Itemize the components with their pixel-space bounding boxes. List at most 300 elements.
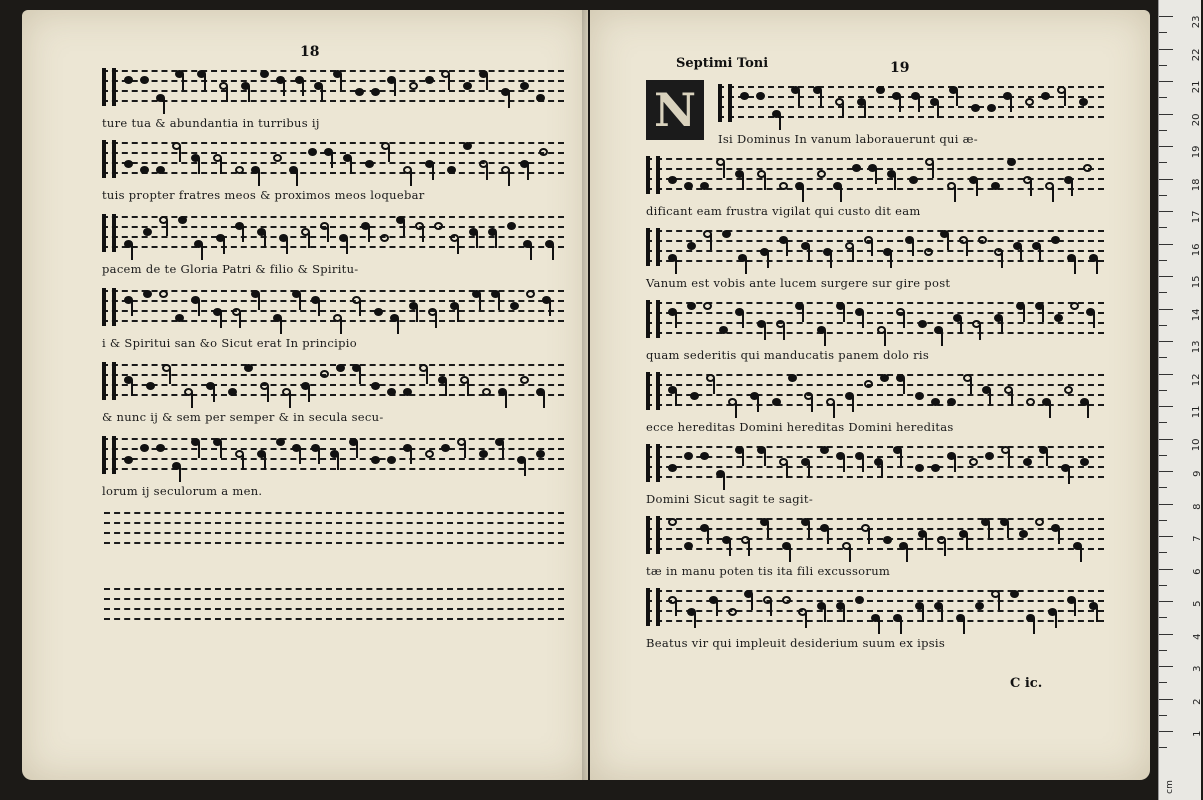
music-note: [969, 458, 978, 466]
note-stem: [989, 390, 991, 406]
ruler-tick: [1159, 16, 1173, 17]
note-stem: [464, 442, 466, 458]
note-stem: [947, 234, 949, 250]
music-note: [1035, 518, 1044, 526]
music-staff: [102, 288, 564, 328]
note-stem: [368, 226, 370, 242]
note-stem: [220, 312, 222, 328]
note-stem: [808, 246, 810, 262]
note-stem: [751, 594, 753, 610]
music-note: [883, 536, 892, 544]
note-stem: [264, 232, 266, 248]
note-stem: [843, 606, 845, 622]
note-stem: [713, 378, 715, 394]
note-stem: [767, 522, 769, 538]
music-note: [1051, 236, 1060, 244]
music-note: [447, 166, 456, 174]
note-stem: [903, 312, 905, 328]
clef-icon: [102, 140, 116, 178]
note-stem: [467, 380, 469, 396]
note-stem: [166, 220, 168, 236]
ruler-half-tick: [1159, 97, 1167, 98]
note-stem: [1080, 546, 1082, 562]
note-stem: [340, 74, 342, 90]
lyric-line: Vanum est vobis ante lucem surgere sur gire post: [646, 276, 951, 290]
music-note: [479, 450, 488, 458]
music-note: [1083, 164, 1092, 172]
note-stem: [1064, 90, 1066, 106]
music-note: [1064, 386, 1073, 394]
ruler-tick: [1159, 114, 1173, 115]
music-note: [918, 320, 927, 328]
ruler-number: 7: [1191, 535, 1203, 542]
clef-icon: [646, 300, 660, 338]
note-stem: [1033, 618, 1035, 634]
ruler-tick: [1159, 309, 1173, 310]
ruler-half-tick: [1159, 520, 1167, 521]
note-stem: [198, 300, 200, 316]
lyric-line: Beatus vir qui impleuit desiderium suum ex ipsis: [646, 636, 946, 650]
note-stem: [802, 306, 804, 322]
note-stem: [976, 180, 978, 196]
note-stem: [169, 368, 171, 384]
note-stem: [1007, 522, 1009, 538]
music-note: [520, 82, 529, 90]
note-stem: [808, 462, 810, 478]
note-stem: [944, 540, 946, 556]
note-stem: [824, 606, 826, 622]
music-note: [975, 602, 984, 610]
music-note: [668, 176, 677, 184]
music-staff: [102, 140, 564, 180]
music-note: [668, 518, 677, 526]
music-note: [1070, 302, 1079, 310]
note-stem: [748, 540, 750, 556]
music-note: [915, 464, 924, 472]
music-note: [365, 160, 374, 168]
ruler-half-tick: [1159, 585, 1167, 586]
ruler-tick: [1159, 276, 1173, 277]
note-stem: [331, 152, 333, 168]
note-stem: [340, 318, 342, 334]
music-note: [1054, 314, 1063, 322]
music-note: [876, 86, 885, 94]
page-header: Septimi Toni: [676, 56, 769, 71]
note-stem: [862, 456, 864, 472]
note-stem: [350, 158, 352, 174]
note-stem: [1046, 450, 1048, 466]
music-staff: [102, 436, 564, 476]
ruler-number: 2: [1191, 698, 1203, 705]
ruler-number: 20: [1191, 113, 1203, 126]
note-stem: [707, 528, 709, 544]
page-number-right: 19: [890, 60, 910, 76]
ruler-tick: [1159, 244, 1173, 245]
note-stem: [937, 102, 939, 118]
note-stem: [830, 252, 832, 268]
lyric-line: i & Spiritui san &o Sicut erat In principio: [102, 336, 357, 350]
note-stem: [675, 600, 677, 616]
music-note: [931, 464, 940, 472]
music-note: [260, 70, 269, 78]
note-stem: [729, 540, 731, 556]
music-note: [772, 398, 781, 406]
note-stem: [779, 114, 781, 130]
note-stem: [403, 220, 405, 236]
lyric-line: pacem de te Gloria Patri & filio & Spiritu-: [102, 262, 359, 276]
left-page: [22, 10, 588, 780]
music-note: [1007, 158, 1016, 166]
note-stem: [198, 158, 200, 174]
music-staff: [102, 214, 564, 254]
note-stem: [789, 546, 791, 562]
ruler-number: 23: [1191, 15, 1203, 29]
note-stem: [318, 448, 320, 464]
note-stem: [1001, 318, 1003, 334]
note-stem: [299, 294, 301, 310]
music-note: [273, 154, 282, 162]
music-note: [140, 444, 149, 452]
note-stem: [852, 396, 854, 412]
music-note: [143, 290, 152, 298]
note-stem: [416, 306, 418, 322]
note-stem: [998, 594, 1000, 610]
note-stem: [954, 456, 956, 472]
note-stem: [956, 90, 958, 106]
ruler-number: 21: [1191, 80, 1203, 94]
note-stem: [543, 392, 545, 408]
note-stem: [808, 522, 810, 538]
music-note: [817, 170, 826, 178]
music-note: [371, 88, 380, 96]
note-stem: [486, 164, 488, 180]
note-stem: [1096, 258, 1098, 274]
note-stem: [223, 238, 225, 254]
ruler-half-tick: [1159, 65, 1167, 66]
music-staff: [646, 516, 1104, 556]
note-stem: [932, 162, 934, 178]
ruler-tick: [1159, 179, 1173, 180]
note-stem: [498, 294, 500, 310]
left-system-5: [102, 362, 564, 432]
note-stem: [432, 164, 434, 180]
ruler-number: 10: [1191, 438, 1203, 451]
note-stem: [922, 606, 924, 622]
lyric-line: Isi Dominus In vanum laborauerunt qui æ-: [718, 132, 978, 146]
note-stem: [875, 168, 877, 184]
music-note: [1079, 98, 1088, 106]
music-note: [971, 104, 980, 112]
note-stem: [191, 392, 193, 408]
lyric-line: tuis propter fratres meos & proximos meos loquebar: [102, 188, 425, 202]
note-stem: [394, 80, 396, 96]
note-stem: [849, 546, 851, 562]
ruler-half-tick: [1159, 390, 1167, 391]
music-note: [124, 76, 133, 84]
music-note: [728, 608, 737, 616]
music-note: [441, 444, 450, 452]
note-stem: [502, 442, 504, 458]
note-stem: [397, 318, 399, 334]
note-stem: [308, 232, 310, 248]
note-stem: [179, 146, 181, 162]
clef-icon: [718, 84, 732, 122]
note-stem: [258, 294, 260, 310]
note-stem: [220, 442, 222, 458]
note-stem: [890, 252, 892, 268]
note-stem: [925, 534, 927, 550]
note-stem: [435, 312, 437, 328]
music-note: [355, 88, 364, 96]
ruler-tick: [1159, 146, 1173, 147]
music-note: [374, 308, 383, 316]
note-stem: [1071, 180, 1073, 196]
ruler-number: 3: [1191, 665, 1203, 672]
left-system-3: [102, 214, 564, 284]
ruler-half-tick: [1159, 357, 1167, 358]
note-stem: [505, 392, 507, 408]
lyric-line: lorum ij seculorum a men.: [102, 484, 263, 498]
note-stem: [878, 618, 880, 634]
right-system-6: [646, 444, 1104, 514]
ruler-tick: [1159, 406, 1173, 407]
note-stem: [527, 164, 529, 180]
ruler-number: 1: [1191, 730, 1203, 737]
lyric-line: ture tua & abundantia in turribus ij: [102, 116, 320, 130]
lyric-line: quam sederitis qui manducatis panem dolo ris: [646, 348, 930, 362]
clef-icon: [646, 228, 660, 266]
note-stem: [742, 174, 744, 190]
note-stem: [1011, 390, 1013, 406]
note-stem: [508, 170, 510, 186]
music-staff: [646, 372, 1104, 412]
note-stem: [723, 474, 725, 490]
note-stem: [900, 618, 902, 634]
music-note: [978, 236, 987, 244]
music-note: [371, 382, 380, 390]
music-note: [684, 182, 693, 190]
note-stem: [283, 80, 285, 96]
music-note: [178, 216, 187, 224]
note-stem: [1074, 258, 1076, 274]
note-stem: [163, 98, 165, 114]
ruler-half-tick: [1159, 682, 1167, 683]
note-stem: [675, 390, 677, 406]
drop-cap-initial: N: [646, 80, 704, 140]
ruler-half-tick: [1159, 747, 1167, 748]
note-stem: [716, 600, 718, 616]
music-note: [931, 398, 940, 406]
note-stem: [486, 74, 488, 90]
right-system-3: [646, 228, 1104, 298]
left-system-1: [102, 68, 564, 138]
note-stem: [970, 378, 972, 394]
note-stem: [242, 226, 244, 242]
music-note: [915, 392, 924, 400]
ruler-tick: [1159, 634, 1173, 635]
music-note: [991, 182, 1000, 190]
music-note: [387, 388, 396, 396]
note-stem: [422, 226, 424, 242]
music-note: [855, 596, 864, 604]
ruler-number: 19: [1191, 145, 1203, 159]
ruler-half-tick: [1159, 130, 1167, 131]
ruler-half-tick: [1159, 325, 1167, 326]
lyric-line: ecce hereditas Domini hereditas Domini hereditas: [646, 420, 954, 434]
note-stem: [843, 306, 845, 322]
lyric-line: tæ in manu poten tis ita fili excussorum: [646, 564, 891, 578]
note-stem: [833, 402, 835, 418]
ruler-half-tick: [1159, 422, 1167, 423]
note-stem: [1068, 468, 1070, 484]
lyric-line: dificant eam frustra vigilat qui custo dit eam: [646, 204, 921, 218]
note-stem: [131, 380, 133, 396]
note-stem: [824, 330, 826, 346]
music-note: [1025, 98, 1034, 106]
note-stem: [198, 442, 200, 458]
music-note: [985, 452, 994, 460]
note-stem: [286, 238, 288, 254]
ruler-half-tick: [1159, 552, 1167, 553]
music-note: [336, 364, 345, 372]
note-stem: [213, 386, 215, 402]
ruler-half-tick: [1159, 227, 1167, 228]
ruler-tick: [1159, 536, 1173, 537]
music-note: [276, 438, 285, 446]
music-note: [947, 398, 956, 406]
note-stem: [881, 462, 883, 478]
note-stem: [248, 86, 250, 102]
clef-icon: [102, 288, 116, 326]
note-stem: [871, 240, 873, 256]
music-staff: [102, 68, 564, 108]
ruler-tick: [1159, 341, 1173, 342]
right-system-2: [646, 156, 1104, 226]
note-stem: [954, 186, 956, 202]
ruler-number: 5: [1191, 600, 1203, 607]
note-stem: [941, 606, 943, 622]
note-stem: [1096, 606, 1098, 622]
music-note: [526, 290, 535, 298]
note-stem: [864, 102, 866, 118]
music-note: [690, 392, 699, 400]
music-staff: [718, 84, 1104, 124]
ruler-tick: [1159, 504, 1173, 505]
music-note: [536, 94, 545, 102]
music-note: [1041, 92, 1050, 100]
note-stem: [410, 170, 412, 186]
music-note: [1023, 458, 1032, 466]
note-stem: [735, 402, 737, 418]
music-note: [228, 388, 237, 396]
music-note: [507, 222, 516, 230]
left-system-2: [102, 140, 564, 210]
note-stem: [694, 612, 696, 628]
music-note: [124, 160, 133, 168]
music-note: [482, 388, 491, 396]
note-stem: [802, 186, 804, 202]
ruler-number: 17: [1191, 210, 1203, 224]
clef-icon: [102, 68, 116, 106]
music-note: [510, 302, 519, 310]
music-note: [244, 364, 253, 372]
clef-icon: [646, 372, 660, 410]
ruler-tick: [1159, 569, 1173, 570]
music-note: [159, 290, 168, 298]
note-stem: [1052, 186, 1054, 202]
note-stem: [1039, 246, 1041, 262]
music-note: [684, 542, 693, 550]
note-stem: [675, 312, 677, 328]
note-stem: [346, 238, 348, 254]
note-stem: [182, 74, 184, 90]
note-stem: [476, 232, 478, 248]
note-stem: [786, 462, 788, 478]
note-stem: [906, 546, 908, 562]
note-stem: [757, 396, 759, 412]
note-stem: [258, 170, 260, 186]
ruler-tick: [1159, 731, 1173, 732]
music-note: [124, 456, 133, 464]
music-note: [924, 248, 933, 256]
note-stem: [267, 386, 269, 402]
measurement-ruler: [1158, 0, 1201, 800]
right-page: [590, 10, 1150, 780]
music-note: [1010, 590, 1019, 598]
note-stem: [979, 324, 981, 340]
music-note: [687, 242, 696, 250]
music-note: [146, 382, 155, 390]
note-stem: [764, 450, 766, 466]
ruler-number: 22: [1191, 48, 1203, 61]
note-stem: [1058, 528, 1060, 544]
ruler-number: 15: [1191, 275, 1203, 289]
music-note: [852, 164, 861, 172]
ruler-number: 16: [1191, 243, 1203, 256]
note-stem: [783, 324, 785, 340]
note-stem: [843, 456, 845, 472]
ruler-number: 13: [1191, 340, 1203, 354]
music-note: [140, 166, 149, 174]
ruler-tick: [1159, 211, 1173, 212]
music-note: [722, 230, 731, 238]
right-system-5: [646, 372, 1104, 442]
music-note: [864, 380, 873, 388]
note-stem: [410, 448, 412, 464]
music-note: [782, 596, 791, 604]
note-stem: [912, 240, 914, 256]
music-staff: [646, 156, 1104, 196]
music-note: [235, 166, 244, 174]
note-stem: [941, 330, 943, 346]
note-stem: [764, 174, 766, 190]
note-stem: [963, 618, 965, 634]
note-stem: [448, 74, 450, 90]
ruler-tick: [1159, 439, 1173, 440]
clef-icon: [646, 444, 660, 482]
right-system-7: [646, 516, 1104, 586]
ruler-number: 6: [1191, 568, 1203, 575]
note-stem: [786, 240, 788, 256]
note-stem: [552, 244, 554, 260]
left-system-4: [102, 288, 564, 358]
note-stem: [508, 92, 510, 108]
music-note: [463, 82, 472, 90]
note-stem: [1055, 612, 1057, 628]
note-stem: [318, 300, 320, 316]
ruler-number: 8: [1191, 503, 1203, 510]
note-stem: [770, 600, 772, 616]
